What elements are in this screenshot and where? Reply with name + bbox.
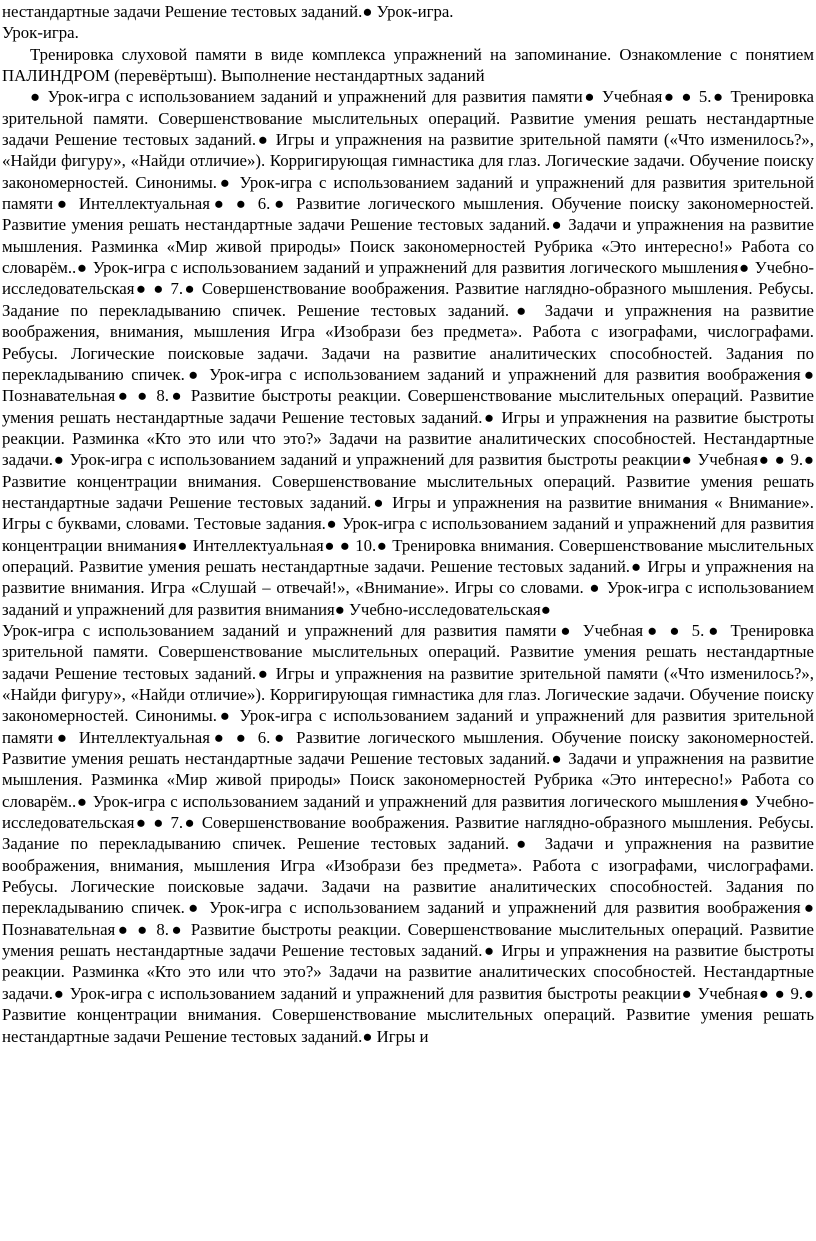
top-line: нестандартные задачи Решение тестовых заданий.● Урок-игра. xyxy=(2,2,454,21)
lesson-block-one: ● Урок-игра с использованием заданий и упражнений для развития памяти● Учебная● ● 5.● Тренировка зрительной памяти. Совершенствование мыслительных операций. Развитие умения решать нестандартные задачи Решение тестовых заданий.● Игры и упражнения на развитие зрительной памяти («Что изменилось?», «Найди фигуру», «Найди отличие»). Корригирующая гимнастика для глаз. Логические задачи. Обучение поиску закономерностей. Синонимы.● Урок-игра с использованием заданий и упражнений для развития зрительной памяти● Интеллектуальная● ● 6.● Развитие логического мышления. Обучение поиску закономерностей. Развитие умения решать нестандартные задачи Решение тестовых заданий.● Задачи и упражнения на развитие мышления. Разминка «Мир живой природы» Поиск закономерностей Рубрика «Это интересно!» Работа со словарём..● Урок-игра с использованием заданий и упражнений для развития логического мышления● Учебно-исследовательская● ● 7.● Совершенствование воображения. Развитие наглядно-образного мышления. Ребусы. Задание по перекладыванию спичек. Решение тестовых заданий.● Задачи и упражнения на развитие воображения, внимания, мышления Игра «Изобрази без предмета». Работа с изографами, числографами. Ребусы. Логические поисковые задачи. Задачи на развитие аналитических способностей. Задания по перекладыванию спичек.● Урок-игра с использованием заданий и упражнений для развития воображения● Познавательная● ● 8.● Развитие быстроты реакции. Совершенствование мыслительных операций. Развитие умения решать нестандартные задачи Решение тестовых заданий.● Игры и упражнения на развитие быстроты реакции. Разминка «Кто это или что это?» Задачи на развитие аналитических способностей. Нестандартные задачи.● Урок-игра с использованием заданий и упражнений для развития быстроты реакции● Учебная● ● 9.● Развитие концентрации внимания. Совершенствование мыслительных операций. Развитие умения решать нестандартные задачи Решение тестовых заданий.● Игры и упражнения на развитие внимания « Внимание». Игры с буквами, словами. Тестовые задания.● Урок-игра с использованием заданий и упражнений для развития концентрации внимания● Интеллектуальная● ● 10.● Тренировка внимания. Совершенствование мыслительных операций. Развитие умения решать нестандартные задачи. Решение тестовых заданий.● Игры и упражнения на развитие внимания. Игра «Слушай – отвечай!», «Внимание». Игры со словами. ● Урок-игра с использованием заданий и упражнений для развития внимания● Учебно-исследовательская● xyxy=(2,87,814,619)
intro-paragraph: Тренировка слуховой памяти в виде комплекса упражнений на запоминание. Ознакомление с понятием ПАЛИНДРОМ (перевёртыш). Выполнение нестандартных заданий xyxy=(2,44,814,86)
second-line: Урок-игра. xyxy=(2,23,79,43)
lesson-block-two: Урок-игра с использованием заданий и упражнений для развития памяти● Учебная● ● 5.● Тренировка зрительной памяти. Совершенствование мыслительных операций. Развитие умения решать нестандартные задачи Решение тестовых заданий.● Игры и упражнения на развитие зрительной памяти («Что изменилось?», «Найди фигуру», «Найди отличие»). Корригирующая гимнастика для глаз. Логические задачи. Обучение поиску закономерностей. Синонимы.● Урок-игра с использованием заданий и упражнений для развития зрительной памяти● Интеллектуальная● ● 6.● Развитие логического мышления. Обучение поиску закономерностей. Развитие умения решать нестандартные задачи Решение тестовых заданий.● Задачи и упражнения на развитие мышления. Разминка «Мир живой природы» Поиск закономерностей Рубрика «Это интересно!» Работа со словарём..● Урок-игра с использованием заданий и упражнений для развития логического мышления● Учебно-исследовательская● ● 7.● Совершенствование воображения. Развитие наглядно-образного мышления. Ребусы. Задание по перекладыванию спичек. Решение тестовых заданий.● Задачи и упражнения на развитие воображения, внимания, мышления Игра «Изобрази без предмета». Работа с изографами, числографами. Ребусы. Логические поисковые задачи. Задачи на развитие аналитических способностей. Задания по перекладыванию спичек.● Урок-игра с использованием заданий и упражнений для развития воображения● Познавательная● ● 8.● Развитие быстроты реакции. Совершенствование мыслительных операций. Развитие умения решать нестандартные задачи Решение тестовых заданий.● Игры и упражнения на развитие быстроты реакции. Разминка «Кто это или что это?» Задачи на развитие аналитических способностей. Нестандартные задачи.● Урок-игра с использованием заданий и упражнений для развития быстроты реакции● Учебная● ● 9.● Развитие концентрации внимания. Совершенствование мыслительных операций. Развитие умения решать нестандартные задачи Решение тестовых заданий.● Игры и xyxy=(2,620,814,1046)
